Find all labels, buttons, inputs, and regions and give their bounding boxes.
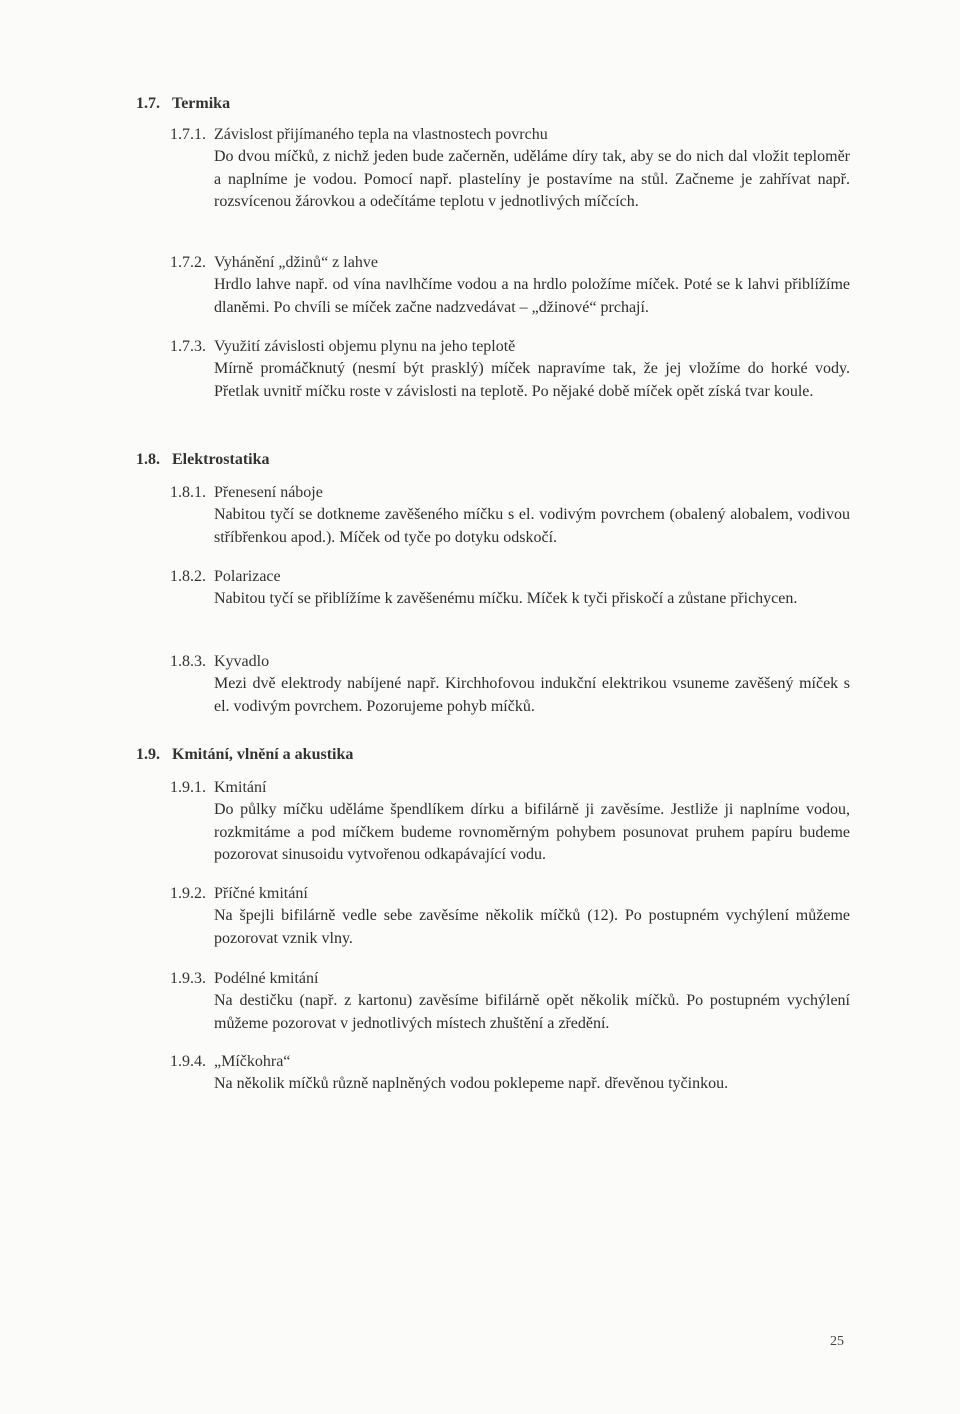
subsection (170, 252, 860, 319)
section-number: 1.7. (136, 95, 160, 112)
subsection-body: Do půlky míčku uděláme špendlíkem dírku a bifilárně ji zavěsíme. Jestliže ji naplníme vodou, rozkmitáme a pod míčkem budeme rovnoměrným pohybem posunovat pruhem papíru budeme pozorovat sinusoidu vytvořenou odkapávající vodu. (214, 801, 850, 863)
subsection-heading (170, 566, 860, 588)
subsection-body: Do dvou míčků, z nichž jeden bude začerněn, uděláme díry tak, aby se do nich dal vložit teploměr a naplníme je vodou. Pomocí např. plastelíny je postavíme na stůl. Začneme je zahřívat např. rozsvícenou žárovkou a odečítáme teplotu v jednotlivých míčcích. (214, 148, 850, 210)
subsection-number: 1.8.2. (170, 568, 206, 585)
subsection-heading (170, 336, 860, 358)
subsection-number: 1.7.3. (170, 338, 206, 355)
subsection-title: Polarizace (214, 568, 281, 585)
subsection-body: Na destičku (např. z kartonu) zavěsíme bifilárně opět několik míčků. Po postupném vychýlení můžeme pozorovat v jednotlivých místech zhuštění a zředění. (214, 992, 850, 1032)
subsection-body: Na špejli bifilárně vedle sebe zavěsíme několik míčků (12). Po postupném vychýlení můžeme pozorovat vznik vlny. (214, 907, 850, 947)
section-title: Kmitání, vlnění a akustika (172, 746, 354, 763)
subsection-number: 1.7.1. (170, 126, 206, 143)
subsection-body: Na několik míčků různě naplněných vodou poklepeme např. dřevěnou tyčinkou. (214, 1075, 729, 1092)
subsection-body: Mezi dvě elektrody nabíjené např. Kirchhofovou indukční elektrikou vsuneme zavěšený míček s el. vodivým povrchem. Pozorujeme pohyb míčků. (214, 675, 850, 715)
subsection (170, 566, 860, 611)
subsection-number: 1.9.4. (170, 1053, 206, 1070)
subsection-title: Přenesení náboje (214, 484, 323, 501)
subsection-title: Vyhánění „džinů“ z lahve (214, 254, 378, 271)
subsection-body: Mírně promáčknutý (nesmí být prasklý) míček napravíme tak, že jej vložíme do horké vody. Přetlak uvnitř míčku roste v závislosti na teplotě. Po nějaké době míček opět získá tvar koule. (214, 360, 850, 400)
subsection-heading (170, 777, 860, 799)
section-title: Termika (172, 95, 231, 112)
subsection (170, 777, 860, 867)
subsection (170, 968, 860, 1035)
section-number: 1.8. (136, 451, 160, 468)
subsection-title: Závislost přijímaného tepla na vlastnostech povrchu (214, 126, 548, 143)
section-heading (136, 451, 269, 469)
subsection-number: 1.8.1. (170, 484, 206, 501)
subsection-heading (170, 883, 860, 905)
subsection-number: 1.9.1. (170, 779, 206, 796)
subsection (170, 124, 860, 214)
subsection (170, 482, 860, 549)
subsection (170, 1051, 860, 1096)
subsection-heading (170, 968, 860, 990)
subsection (170, 336, 860, 403)
subsection-title: Kmitání (214, 779, 267, 796)
subsection-number: 1.8.3. (170, 653, 206, 670)
subsection-heading (170, 1051, 860, 1073)
subsection-body: Nabitou tyčí se přiblížíme k zavěšenému míčku. Míček k tyči přiskočí a zůstane přichycen. (214, 590, 798, 607)
subsection-heading (170, 252, 860, 274)
page-number: 25 (830, 1334, 844, 1349)
subsection-title: Kyvadlo (214, 653, 270, 670)
subsection-body: Hrdlo lahve např. od vína navlhčíme vodou a na hrdlo položíme míček. Poté se k lahvi přiblížíme dlaněmi. Po chvíli se míček začne nadzvedávat – „džinové“ prchají. (214, 276, 850, 316)
subsection (170, 651, 860, 718)
subsection-heading (170, 482, 860, 504)
subsection-number: 1.9.3. (170, 970, 206, 987)
subsection-title: Příčné kmitání (214, 885, 308, 902)
subsection-title: Využití závislosti objemu plynu na jeho teplotě (214, 338, 516, 355)
subsection-title: Podélné kmitání (214, 970, 319, 987)
subsection (170, 883, 860, 950)
subsection-number: 1.9.2. (170, 885, 206, 902)
section-number: 1.9. (136, 746, 160, 763)
subsection-heading (170, 651, 860, 673)
subsection-title: „Míčkohra“ (214, 1053, 291, 1070)
section-heading (136, 746, 353, 764)
subsection-body: Nabitou tyčí se dotkneme zavěšeného míčku s el. vodivým povrchem (obalený alobalem, vodivou stříbřenkou apod.). Míček od tyče po dotyku odskočí. (214, 506, 850, 546)
section-title: Elektrostatika (172, 451, 270, 468)
subsection-heading (170, 124, 860, 146)
subsection-number: 1.7.2. (170, 254, 206, 271)
section-heading (136, 95, 230, 113)
